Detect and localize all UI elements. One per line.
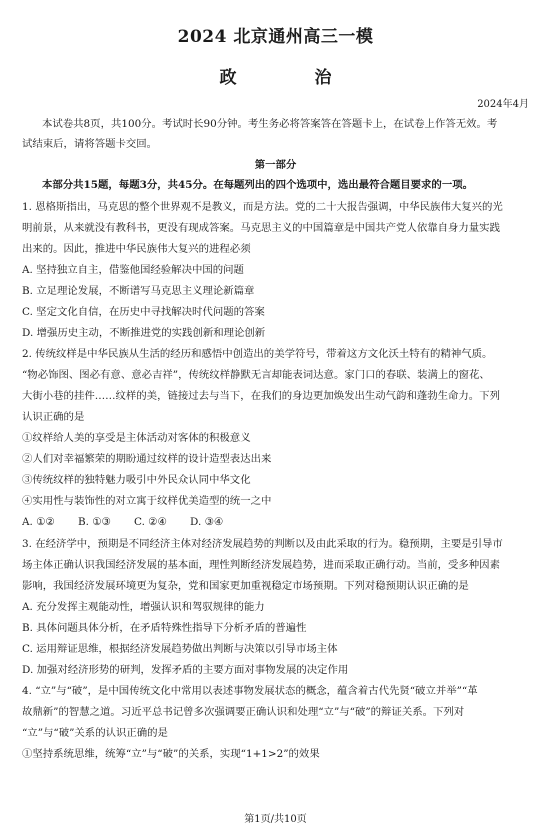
option-line: C. 运用辩证思维，根据经济发展趋势做出判断与决策以引导市场主体 bbox=[22, 643, 338, 655]
option-line: C. 坚定文化自信，在历史中寻找解决时代问题的答案 bbox=[22, 306, 265, 318]
option-line: D. 增强历史主动，不断推进党的实践创新和理论创新 bbox=[22, 327, 266, 339]
question-stem-line: 影响，我国经济发展环境更为复杂，党和国家更加重视稳定市场预期。下列对稳预期认识正确的是 bbox=[22, 580, 469, 592]
part-instruction: 本部分共15题，每题3分，共45分。在每题列出的四个选项中，选出最符合题目要求的一项。 bbox=[42, 179, 473, 191]
statement-line: ①坚持系统思维，统筹“立”与“破”的关系，实现“1+1>2”的效果 bbox=[22, 748, 320, 760]
statement-line: ①纹样给人美的享受是主体活动对客体的积极意义 bbox=[22, 432, 251, 444]
option-line: A. 坚持独立自主，借鉴他国经验解决中国的问题 bbox=[22, 264, 244, 276]
intro-line: 本试卷共8页，共100分。考试时长90分钟。考生务必将答案答在答题卡上，在试卷上作答无效。考 bbox=[42, 118, 498, 130]
intro-line: 试结束后，请将答题卡交回。 bbox=[22, 138, 158, 150]
option-line: B. 立足理论发展，不断谱写马克思主义理论新篇章 bbox=[22, 285, 255, 297]
option-line: B. 具体问题具体分析，在矛盾特殊性指导下分析矛盾的普遍性 bbox=[22, 622, 307, 634]
question-stem-line: 2. 传统纹样是中华民族从生活的经历和感悟中创造出的美学符号，带着这方文化沃土特有的精神气质。 bbox=[22, 348, 493, 360]
choice-d: D. ③④ bbox=[190, 516, 224, 528]
statement-line: ②人们对幸福繁荣的期盼通过纹样的设计造型表达出来 bbox=[22, 453, 272, 465]
statement-line: ④实用性与装饰性的对立寓于纹样优美造型的统一之中 bbox=[22, 495, 272, 507]
question-stem-line: 认识正确的是 bbox=[22, 411, 85, 423]
option-line: A. 充分发挥主观能动性，增强认识和驾驭规律的能力 bbox=[22, 601, 265, 613]
question-stem-line: 3. 在经济学中，预期是不同经济主体对经济发展趋势的判断以及由此采取的行为。稳预期，主要是引导市 bbox=[22, 538, 503, 550]
choice-b: B. ①③ bbox=[78, 516, 111, 528]
question-stem-line: 大街小巷的挂件……纹样的美，链接过去与当下，在我们的身边更加焕发出生动气韵和蓬勃生命力。下列 bbox=[22, 390, 500, 402]
question-stem-line: 出来的。因此，推进中华民族伟大复兴的进程必须 bbox=[22, 243, 251, 255]
part-heading: 第一部分 bbox=[254, 159, 297, 171]
option-line: D. 加强对经济形势的研判，发挥矛盾的主要方面对事物发展的决定作用 bbox=[22, 664, 349, 676]
question-stem-line: “物必饰图、图必有意、意必吉祥”，传统纹样静默无言却能表词达意。家门口的春联、装满上的窗花、 bbox=[22, 369, 490, 381]
question-stem-line: “立”与“破”关系的认识正确的是 bbox=[22, 727, 168, 739]
question-stem-line: 4. “立”与“破”，是中国传统文化中常用以表述事物发展状态的概念，蕴含着古代先贤“破立并举”“革 bbox=[22, 685, 478, 697]
page-number: 第1页/共10页 bbox=[244, 814, 307, 825]
choice-c: C. ②④ bbox=[134, 516, 167, 528]
choices-row bbox=[22, 515, 529, 529]
question-stem-line: 1. 恩格斯指出，马克思的整个世界观不是教义，而是方法。党的二十大报告强调，中华民族伟大复兴的光 bbox=[22, 201, 503, 213]
question-stem-line: 场主体正确认识我国经济发展的基本面，理性判断经济发展趋势，进而采取正确行动。当前，受多种因素 bbox=[22, 559, 500, 571]
choice-a: A. ①② bbox=[22, 516, 55, 528]
exam-date: 2024年4月 bbox=[477, 99, 529, 110]
question-stem-line: 明前景，从来就没有教科书，更没有现成答案。马克思主义的中国篇章是中国共产党人依靠自身力量实践 bbox=[22, 222, 500, 234]
statement-line: ③传统纹样的独特魅力吸引中外民众认同中华文化 bbox=[22, 474, 251, 486]
subject-title: 政 治 bbox=[219, 68, 368, 88]
question-stem-line: 故鼎新”的智慧之道。习近平总书记曾多次强调要正确认识和处理“立”与“破”的辩证关系。下列对 bbox=[22, 706, 465, 718]
exam-title: 2024 北京通州高三一模 bbox=[177, 27, 374, 47]
